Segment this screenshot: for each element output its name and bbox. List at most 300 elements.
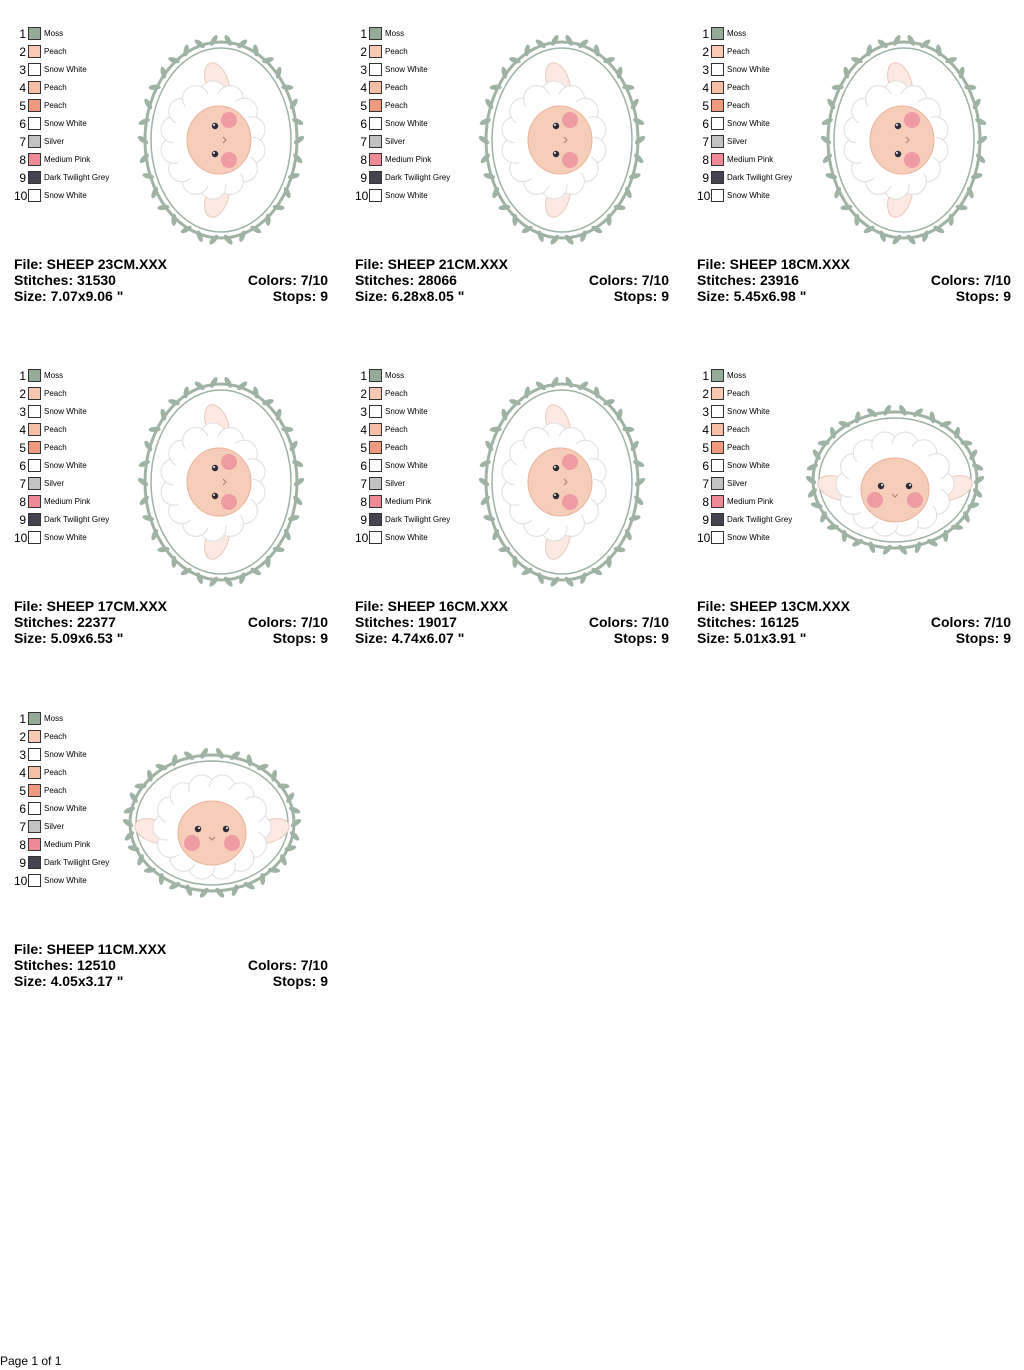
thread-number: 9 [360,171,367,185]
thread-number: 10 [14,874,28,888]
thread-swatch [28,189,41,202]
thread-name: Snow White [727,461,770,470]
thread-swatch [28,171,41,184]
thread-number: 9 [19,856,26,870]
stitch-count: Stitches: 12510 [14,957,116,973]
thread-color-row [14,170,134,186]
thread-name: Snow White [44,750,87,759]
thread-swatch [369,513,382,526]
thread-number: 2 [360,45,367,59]
sheep-wreath-design-preview [136,30,306,255]
thread-swatch [711,387,724,400]
thread-name: Snow White [385,191,428,200]
thread-color-row [14,134,134,150]
thread-name: Moss [385,29,405,38]
thread-number: 9 [19,171,26,185]
thread-number: 8 [360,495,367,509]
thread-number: 7 [360,135,367,149]
thread-swatch [369,45,382,58]
thread-color-row [14,98,134,114]
thread-swatch [369,81,382,94]
thread-swatch [28,531,41,544]
color-count: Colors: 7/10 [930,614,1011,630]
thread-color-row [14,386,134,402]
thread-color-row [697,368,817,384]
thread-number: 3 [360,63,367,77]
thread-name: Peach [385,83,408,92]
thread-name: Snow White [727,191,770,200]
file-name: File: SHEEP 17CM.XXX [14,598,168,614]
thread-color-row [14,855,134,871]
thread-swatch [28,387,41,400]
thread-color-row [355,422,475,438]
thread-color-row [14,512,134,528]
color-count: Colors: 7/10 [588,272,669,288]
thread-number: 7 [19,135,26,149]
thread-name: Snow White [44,65,87,74]
thread-name: Peach [727,443,750,452]
thread-color-row [355,368,475,384]
design-size: Size: 5.45x6.98 " [697,288,807,304]
thread-swatch [369,369,382,382]
thread-name: Medium Pink [44,840,91,849]
thread-name: Peach [385,389,408,398]
design-size: Size: 4.74x6.07 " [355,630,465,646]
thread-color-row [355,80,475,96]
thread-swatch [711,477,724,490]
thread-number: 9 [702,513,709,527]
thread-swatch [369,63,382,76]
thread-swatch [28,153,41,166]
file-name: File: SHEEP 11CM.XXX [14,941,167,957]
design-info [697,256,1011,304]
thread-name: Peach [385,443,408,452]
thread-swatch [711,531,724,544]
thread-swatch [369,171,382,184]
thread-color-row [355,494,475,510]
thread-name: Snow White [44,119,87,128]
thread-name: Snow White [44,804,87,813]
design-info [697,598,1011,646]
thread-swatch [28,405,41,418]
thread-number: 6 [19,802,26,816]
thread-color-row [14,368,134,384]
design-info [355,598,669,646]
thread-number: 4 [360,423,367,437]
thread-name: Peach [44,47,67,56]
thread-name: Peach [44,389,67,398]
thread-name: Silver [44,822,65,831]
thread-number: 1 [702,27,709,41]
thread-number: 6 [19,459,26,473]
thread-name: Peach [727,101,750,110]
stitch-count: Stitches: 19017 [355,614,457,630]
thread-number: 4 [19,766,26,780]
thread-number: 6 [360,459,367,473]
thread-swatch [28,784,41,797]
thread-name: Snow White [385,65,428,74]
thread-name: Snow White [385,119,428,128]
thread-number: 7 [702,477,709,491]
thread-name: Dark Twilight Grey [727,515,793,524]
thread-color-row [697,386,817,402]
stop-count: Stops: 9 [955,288,1011,304]
thread-name: Peach [727,83,750,92]
color-count: Colors: 7/10 [930,272,1011,288]
file-name: File: SHEEP 13CM.XXX [697,598,851,614]
thread-name: Snow White [727,533,770,542]
thread-number: 5 [19,441,26,455]
thread-swatch [28,748,41,761]
thread-number: 2 [19,387,26,401]
sheep-wreath-design-preview [477,30,647,255]
thread-number: 10 [697,531,711,545]
thread-number: 2 [702,45,709,59]
thread-color-row [14,711,134,727]
thread-color-row [697,98,817,114]
thread-color-row [697,476,817,492]
stop-count: Stops: 9 [613,630,669,646]
thread-number: 5 [19,99,26,113]
thread-number: 5 [360,441,367,455]
thread-name: Medium Pink [44,155,91,164]
thread-number: 3 [19,405,26,419]
thread-color-row [355,116,475,132]
thread-number: 1 [360,369,367,383]
thread-swatch [28,820,41,833]
thread-swatch [28,766,41,779]
file-name: File: SHEEP 21CM.XXX [355,256,509,272]
thread-name: Medium Pink [727,497,774,506]
thread-swatch [369,153,382,166]
thread-color-row [355,386,475,402]
thread-number: 7 [360,477,367,491]
thread-swatch [28,730,41,743]
thread-number: 8 [19,495,26,509]
thread-color-row [14,873,134,889]
thread-swatch [369,459,382,472]
thread-number: 6 [360,117,367,131]
thread-swatch [369,423,382,436]
thread-name: Medium Pink [385,497,432,506]
thread-name: Snow White [727,407,770,416]
thread-swatch [28,99,41,112]
thread-name: Snow White [44,461,87,470]
thread-color-row [697,512,817,528]
thread-number: 1 [19,27,26,41]
thread-name: Moss [385,371,405,380]
thread-name: Moss [727,29,747,38]
thread-number: 3 [702,405,709,419]
thread-name: Peach [44,83,67,92]
thread-color-row [14,530,134,546]
thread-color-row [697,134,817,150]
thread-swatch [711,63,724,76]
thread-name: Silver [727,137,748,146]
thread-number: 10 [14,189,28,203]
thread-name: Dark Twilight Grey [44,515,110,524]
sheep-wreath-design-preview [819,30,989,255]
thread-swatch [369,99,382,112]
thread-color-row [355,152,475,168]
stitch-count: Stitches: 28066 [355,272,457,288]
thread-name: Peach [44,786,67,795]
stop-count: Stops: 9 [272,973,328,989]
thread-swatch [369,531,382,544]
thread-name: Peach [385,425,408,434]
thread-swatch [369,387,382,400]
thread-swatch [28,838,41,851]
thread-color-row [697,404,817,420]
color-count: Colors: 7/10 [247,272,328,288]
thread-color-row [355,170,475,186]
thread-swatch [28,712,41,725]
design-info [355,256,669,304]
thread-swatch [711,459,724,472]
thread-name: Dark Twilight Grey [44,173,110,182]
thread-swatch [711,45,724,58]
thread-number: 4 [19,423,26,437]
thread-color-row [14,747,134,763]
thread-number: 6 [702,117,709,131]
design-card [697,368,1017,668]
thread-color-row [697,422,817,438]
thread-swatch [28,513,41,526]
design-card [14,368,334,668]
thread-swatch [28,477,41,490]
thread-number: 10 [14,531,28,545]
thread-color-row [697,62,817,78]
thread-swatch [28,369,41,382]
thread-color-row [14,837,134,853]
thread-number: 5 [19,784,26,798]
thread-color-row [14,801,134,817]
thread-name: Snow White [385,461,428,470]
thread-color-row [14,765,134,781]
thread-name: Silver [44,137,65,146]
thread-name: Silver [44,479,65,488]
thread-number: 7 [702,135,709,149]
thread-color-row [14,44,134,60]
design-info [14,941,328,989]
thread-color-row [697,26,817,42]
page-footer: Page 1 of 1 [0,1354,62,1368]
thread-swatch [28,117,41,130]
sheep-wreath-design-preview [805,400,985,565]
thread-number: 1 [19,712,26,726]
thread-color-row [14,476,134,492]
thread-color-row [697,530,817,546]
thread-number: 10 [355,531,369,545]
design-size: Size: 6.28x8.05 " [355,288,465,304]
thread-name: Dark Twilight Grey [385,173,451,182]
thread-color-row [355,134,475,150]
file-name: File: SHEEP 16CM.XXX [355,598,509,614]
thread-name: Peach [44,425,67,434]
thread-name: Peach [44,768,67,777]
thread-swatch [711,423,724,436]
thread-name: Peach [727,47,750,56]
thread-swatch [28,63,41,76]
thread-swatch [28,856,41,869]
thread-swatch [711,81,724,94]
thread-color-row [14,116,134,132]
thread-swatch [369,441,382,454]
design-card [697,26,1017,326]
thread-swatch [711,513,724,526]
thread-swatch [28,27,41,40]
thread-color-row [14,152,134,168]
thread-swatch [711,135,724,148]
stitch-count: Stitches: 23916 [697,272,799,288]
thread-name: Snow White [44,876,87,885]
thread-color-row [14,458,134,474]
design-size: Size: 5.09x6.53 " [14,630,124,646]
thread-swatch [711,27,724,40]
thread-color-row [697,44,817,60]
thread-color-row [697,458,817,474]
thread-swatch [369,405,382,418]
design-card [14,26,334,326]
stitch-count: Stitches: 22377 [14,614,116,630]
thread-swatch [28,441,41,454]
file-name: File: SHEEP 23CM.XXX [14,256,168,272]
thread-color-row [14,26,134,42]
thread-color-row [355,62,475,78]
thread-number: 2 [19,45,26,59]
thread-number: 4 [702,81,709,95]
thread-number: 1 [360,27,367,41]
color-count: Colors: 7/10 [247,614,328,630]
thread-number: 3 [360,405,367,419]
thread-color-row [355,188,475,204]
stop-count: Stops: 9 [955,630,1011,646]
thread-number: 8 [19,838,26,852]
thread-swatch [711,171,724,184]
thread-color-row [697,494,817,510]
thread-color-row [697,116,817,132]
thread-number: 1 [702,369,709,383]
thread-number: 10 [355,189,369,203]
thread-name: Snow White [44,191,87,200]
thread-swatch [369,189,382,202]
thread-number: 3 [19,63,26,77]
thread-name: Snow White [727,65,770,74]
thread-color-row [14,188,134,204]
thread-color-row [355,44,475,60]
thread-color-row [697,80,817,96]
thread-color-row [697,170,817,186]
color-count: Colors: 7/10 [588,614,669,630]
thread-name: Silver [385,137,406,146]
thread-color-row [355,26,475,42]
thread-color-row [14,80,134,96]
stop-count: Stops: 9 [272,630,328,646]
thread-name: Peach [44,732,67,741]
thread-swatch [28,459,41,472]
thread-swatch [711,99,724,112]
design-size: Size: 5.01x3.91 " [697,630,807,646]
thread-number: 4 [702,423,709,437]
thread-name: Silver [385,479,406,488]
thread-color-row [355,404,475,420]
thread-color-row [14,62,134,78]
thread-number: 7 [19,477,26,491]
design-info [14,256,328,304]
sheep-wreath-design-preview [477,372,647,597]
thread-color-row [355,530,475,546]
thread-number: 8 [702,495,709,509]
thread-color-row [697,440,817,456]
design-size: Size: 7.07x9.06 " [14,288,124,304]
thread-color-row [14,783,134,799]
thread-swatch [369,477,382,490]
thread-swatch [711,369,724,382]
thread-number: 4 [360,81,367,95]
thread-color-row [697,152,817,168]
thread-name: Medium Pink [727,155,774,164]
thread-color-row [14,404,134,420]
sheep-wreath-design-preview [136,372,306,597]
thread-name: Peach [385,47,408,56]
thread-name: Snow White [727,119,770,128]
thread-color-row [14,819,134,835]
thread-color-row [355,98,475,114]
thread-swatch [28,802,41,815]
thread-name: Snow White [44,407,87,416]
thread-color-row [697,188,817,204]
thread-name: Snow White [385,533,428,542]
thread-name: Moss [44,29,64,38]
thread-number: 6 [702,459,709,473]
thread-swatch [711,189,724,202]
thread-name: Medium Pink [385,155,432,164]
thread-number: 3 [19,748,26,762]
thread-number: 8 [702,153,709,167]
design-info [14,598,328,646]
design-size: Size: 4.05x3.17 " [14,973,124,989]
thread-swatch [28,81,41,94]
thread-swatch [28,495,41,508]
thread-number: 9 [360,513,367,527]
thread-name: Peach [385,101,408,110]
thread-number: 5 [702,441,709,455]
file-name: File: SHEEP 18CM.XXX [697,256,851,272]
thread-number: 10 [697,189,711,203]
thread-swatch [369,135,382,148]
thread-number: 3 [702,63,709,77]
thread-color-row [14,729,134,745]
thread-name: Moss [44,371,64,380]
thread-name: Peach [727,389,750,398]
thread-swatch [369,495,382,508]
stop-count: Stops: 9 [613,288,669,304]
design-card [355,368,675,668]
design-card [14,711,334,1011]
thread-swatch [369,27,382,40]
thread-number: 2 [19,730,26,744]
thread-swatch [28,423,41,436]
thread-color-row [355,512,475,528]
thread-name: Moss [44,714,64,723]
thread-number: 4 [19,81,26,95]
stop-count: Stops: 9 [272,288,328,304]
thread-name: Medium Pink [44,497,91,506]
design-card [355,26,675,326]
thread-swatch [28,135,41,148]
thread-color-row [355,458,475,474]
thread-number: 7 [19,820,26,834]
